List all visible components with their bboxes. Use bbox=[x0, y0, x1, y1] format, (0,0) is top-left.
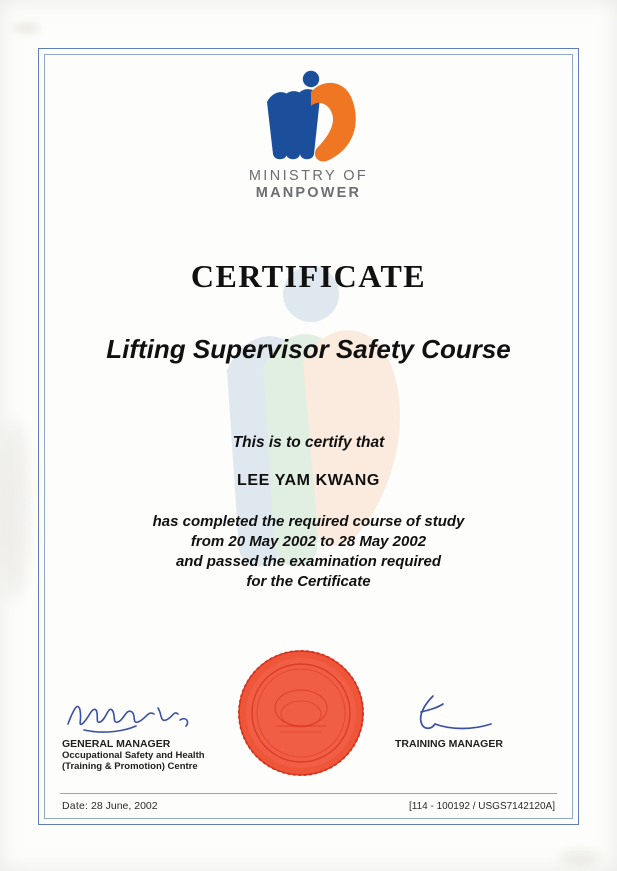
issuer-name bbox=[0, 168, 617, 202]
certificate-title: CERTIFICATE bbox=[190, 258, 427, 294]
certificate-reference: [114 - 100192 / USGS7142120A] bbox=[408, 801, 555, 812]
handwritten-signature-icon bbox=[62, 690, 272, 738]
recipient-name: LEE YAM KWANG bbox=[237, 472, 380, 489]
footer-divider bbox=[60, 793, 557, 794]
signature-title-general-manager: GENERAL MANAGER bbox=[62, 738, 171, 750]
course-name: Lifting Supervisor Safety Course bbox=[106, 334, 511, 364]
paper-blotch bbox=[14, 22, 40, 34]
certificate-body bbox=[80, 512, 537, 592]
body-line-3: and passed the examination required bbox=[175, 553, 442, 570]
issue-date bbox=[62, 800, 158, 812]
signature-block-training-manager bbox=[395, 690, 585, 750]
issue-date-label: Date: bbox=[62, 800, 89, 812]
signature-subtitle-line1: Occupational Safety and Health bbox=[62, 750, 205, 761]
issuer-name-line1: MINISTRY OF bbox=[248, 168, 369, 184]
certify-line: This is to certify that bbox=[232, 434, 385, 451]
body-line-4: for the Certificate bbox=[246, 573, 371, 590]
signature-block-general-manager bbox=[62, 690, 272, 772]
body-line-2: from 20 May 2002 to 28 May 2002 bbox=[190, 533, 427, 550]
handwritten-signature-icon bbox=[395, 690, 585, 738]
body-line-1: has completed the required course of study bbox=[152, 513, 465, 530]
signature-subtitle-line2: (Training & Promotion) Centre bbox=[62, 761, 198, 772]
paper-blotch bbox=[560, 850, 600, 866]
issuer-logo-block bbox=[0, 68, 617, 202]
certificate-footer bbox=[62, 800, 555, 812]
signature-title-training-manager: TRAINING MANAGER bbox=[395, 738, 503, 750]
ministry-of-manpower-logo-icon bbox=[253, 68, 365, 164]
issue-date-value: 28 June, 2002 bbox=[91, 800, 158, 812]
issuer-name-line2: MANPOWER bbox=[255, 185, 362, 201]
